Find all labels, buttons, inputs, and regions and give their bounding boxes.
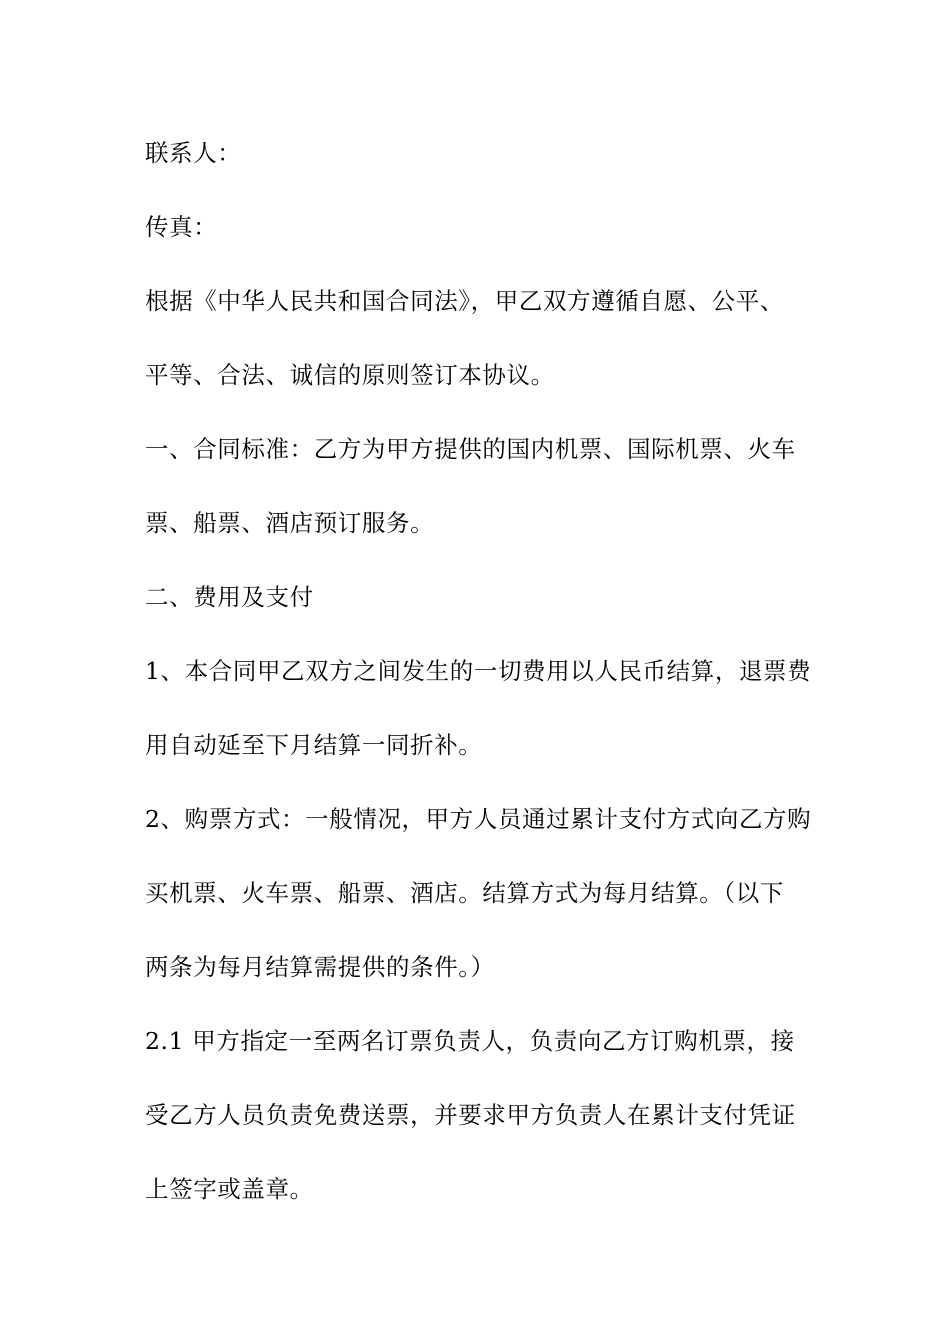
section-heading-fees: 二、费用及支付 <box>145 583 314 611</box>
item-2-line-1: 2、购票方式：一般情况，甲方人员通过累计支付方式向乙方购 <box>145 805 812 833</box>
item-2-1-line-2: 受乙方人员负责免费送票，并要求甲方负责人在累计支付凭证 <box>145 1101 796 1129</box>
clause-1-line-2: 票、船票、酒店预订服务。 <box>145 509 435 537</box>
preamble-line-1: 根据《中华人民共和国合同法》，甲乙双方遵循自愿、公平、 <box>145 287 784 315</box>
clause-1-line-1: 一、合同标准：乙方为甲方提供的国内机票、国际机票、火车 <box>145 435 796 463</box>
item-1-line-2: 用自动延至下月结算一同折补。 <box>145 731 483 759</box>
preamble-line-2: 平等、合法、诚信的原则签订本协议。 <box>145 361 555 389</box>
item-2-1-line-3: 上签字或盖章。 <box>145 1175 314 1203</box>
fax-line: 传真： <box>145 213 218 241</box>
contact-person-line: 联系人： <box>145 139 242 167</box>
item-2-line-2: 买机票、火车票、船票、酒店。结算方式为每月结算。（以下 <box>145 879 784 907</box>
item-2-line-3: 两条为每月结算需提供的条件。） <box>145 953 495 981</box>
item-2-1-line-1: 2.1 甲方指定一至两名订票负责人，负责向乙方订购机票，接 <box>145 1027 795 1055</box>
contract-text <box>145 131 810 1241</box>
item-1-line-1: 1、本合同甲乙双方之间发生的一切费用以人民币结算，退票费 <box>145 657 812 685</box>
